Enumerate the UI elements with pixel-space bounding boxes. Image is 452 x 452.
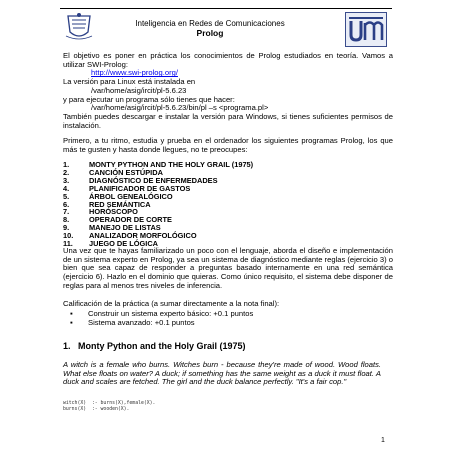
list-item: 7. HORÓSCOPO bbox=[63, 207, 138, 217]
grading-intro: Calificación de la práctica (a sumar directamente a la nota final): bbox=[63, 299, 280, 308]
run-command: /var/home/asig/ircit/pl-5.6.23/bin/pl –s <programa.pl> bbox=[91, 103, 269, 113]
list-item: 11. JUEGO DE LÓGICA bbox=[63, 239, 158, 249]
list-item: 10. ANALIZADOR MORFOLÓGICO bbox=[63, 231, 197, 241]
header-title: Inteligencia en Redes de Comunicaciones bbox=[135, 19, 285, 28]
linux-install-path: /var/home/asig/ircit/pl-5.6.23 bbox=[91, 85, 187, 95]
code-line: burns(X) :- wooden(X). bbox=[63, 407, 130, 412]
list-item: 2. CANCIÓN ESTÚPIDA bbox=[63, 167, 163, 177]
section-number: 1. bbox=[63, 341, 71, 351]
quote-paragraph: A witch is a female who burns. Witches burn - because they're made of wood. Wood floats. What else floats on water? A duck; if something has the same weight as a duck it must float. A duck and scales are fetched. The girl and the duck balance perfectly. "It's a fair cop." bbox=[63, 360, 381, 387]
list-item: 9. MANEJO DE LISTAS bbox=[63, 223, 161, 233]
header-subtitle: Prolog bbox=[196, 28, 224, 38]
task-paragraph: Una vez que te hayas familiarizado un poco con el lenguaje, aborda el diseño e implementación de un sistema experto en Prolog, ya sea un sistema de diagnóstico mediante reglas (ejercicio 3) o bien que sea capaz de responder a preguntas basado internamente en una red semántica (ejercicio 6). Hazlo en el dominio que quieras. Como único requisito, el sistema debe disponer de reglas para al menos tres niveles de inferencia. bbox=[63, 246, 393, 290]
list-item: 1. MONTY PYTHON AND THE HOLY GRAIL (1975) bbox=[63, 160, 254, 169]
list-item: 8. OPERADOR DE CORTE bbox=[63, 215, 172, 225]
page-number: 1 bbox=[381, 437, 385, 444]
grading-list bbox=[70, 310, 390, 327]
intro-paragraph-1: El objetivo es poner en práctica los conocimientos de Prolog estudiados en teoría. Vamos a utilizar SWI-Prolog: bbox=[63, 51, 393, 69]
bullet-icon: ▪ bbox=[70, 317, 73, 327]
section-heading bbox=[63, 341, 246, 352]
uc3m-logo-icon bbox=[345, 12, 387, 47]
bullet-icon: ▪ bbox=[70, 309, 73, 318]
intro-paragraph-2: La versión para Linux está instalada en bbox=[63, 77, 196, 87]
swi-prolog-link[interactable]: http://www.swi-prolog.org/ bbox=[91, 68, 178, 78]
intro-paragraph-3: y para ejecutar un programa sólo tienes que hacer: bbox=[63, 94, 235, 104]
list-item: 5. ÁRBOL GENEALÓGICO bbox=[63, 191, 173, 201]
exercise-list bbox=[63, 161, 393, 248]
list-item: ▪ Sistema avanzado: +0.1 puntos bbox=[70, 317, 195, 327]
list-item: 4. PLANIFICADOR DE GASTOS bbox=[63, 183, 191, 193]
exercises-intro: Primero, a tu ritmo, estudia y prueba en el ordenador los siguientes programas Prolog, los que más te gusten y hasta donde llegues, no te preocupes: bbox=[63, 136, 393, 154]
university-seal-icon bbox=[62, 12, 96, 42]
code-block bbox=[63, 401, 155, 413]
list-item: ▪ Construir un sistema experto básico: +0.1 puntos bbox=[70, 309, 254, 318]
list-item: 3. DIAGNÓSTICO DE ENFERMEDADES bbox=[63, 175, 218, 185]
section-title: Monty Python and the Holy Grail (1975) bbox=[78, 341, 246, 351]
header-rule bbox=[60, 8, 392, 9]
list-item: 6. RED SEMÁNTICA bbox=[63, 199, 151, 209]
intro-paragraph-4: También puedes descargar e instalar la versión para Windows, si tienes suficientes permisos de instalación. bbox=[63, 111, 393, 130]
code-line: witch(X) :- burns(X),female(X). bbox=[63, 401, 156, 406]
intro-block bbox=[63, 52, 393, 130]
